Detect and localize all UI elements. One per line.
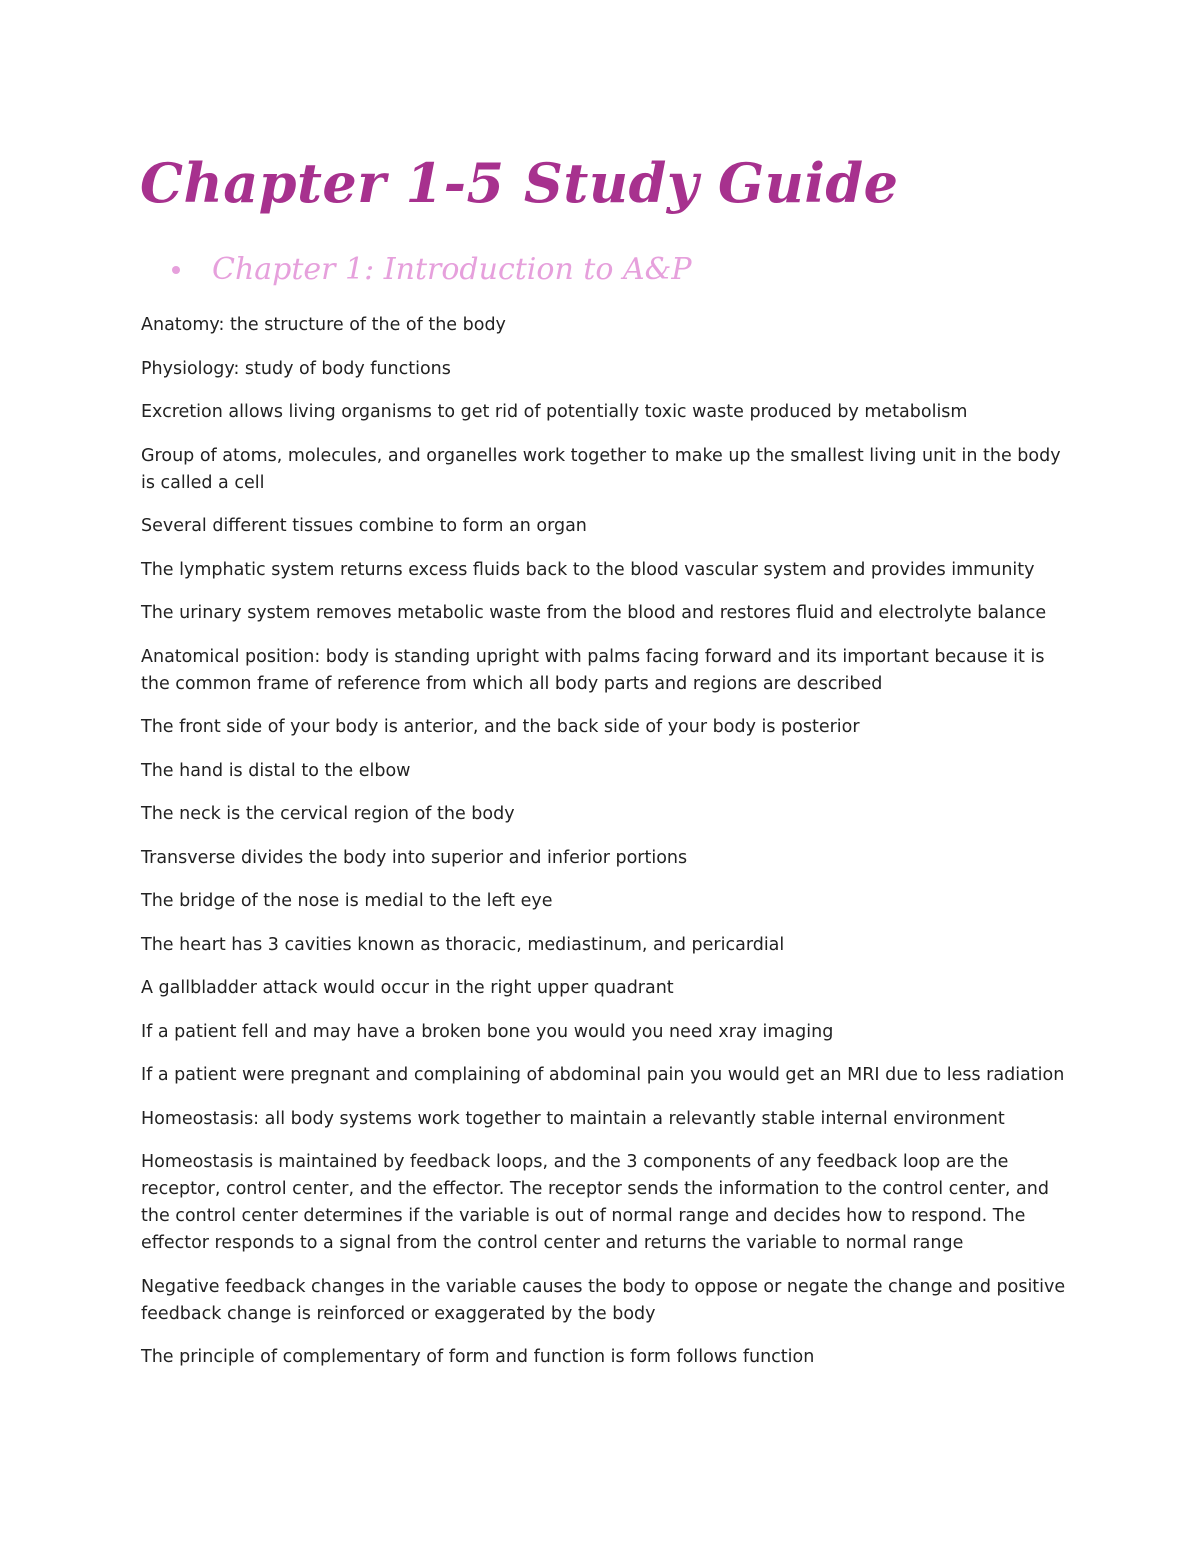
section-heading: Chapter 1: Introduction to A&P [212,252,692,287]
paragraph: Anatomy: the structure of the of the body [141,315,506,335]
paragraph: If a patient fell and may have a broken bone you would you need xray imaging [141,1021,834,1042]
paragraph: The neck is the cervical region of the body [141,804,515,824]
section-list [172,250,692,290]
paragraph: Physiology: study of body functions [141,358,451,379]
paragraph: Excretion allows living organisms to get rid of potentially toxic waste produced by metabolism [141,402,968,422]
paragraph: Several different tissues combine to form an organ [141,516,587,536]
bullet-icon [172,266,180,274]
section-body [141,312,1071,1388]
paragraph: If a patient were pregnant and complaining of abdominal pain you would get an MRI due to less radiation [141,1065,1065,1085]
paragraph: The bridge of the nose is medial to the left eye [141,891,553,911]
paragraph: Anatomical position: body is standing upright with palms facing forward and its important because it is the common frame of reference from which all body parts and regions are described [141,646,1045,694]
paragraph: The front side of your body is anterior, and the back side of your body is posterior [141,717,860,737]
paragraph: Group of atoms, molecules, and organelles work together to make up the smallest living unit in the body is called a cell [141,445,1061,493]
page-title: Chapter 1-5 Study Guide [140,151,899,215]
paragraph: Homeostasis: all body systems work together to maintain a relevantly stable internal environment [141,1108,1005,1129]
paragraph: The heart has 3 cavities known as thoracic, mediastinum, and pericardial [141,934,785,955]
paragraph: The hand is distal to the elbow [141,760,411,781]
paragraph: Transverse divides the body into superior and inferior portions [141,847,688,868]
paragraph: Homeostasis is maintained by feedback loops, and the 3 components of any feedback loop are the receptor, control center, and the effector. The receptor sends the information to the control center, and the control center determines if the variable is out of normal range and decides how to respond. The effector responds to a signal from the control center and returns the variable to normal range [141,1152,1049,1253]
paragraph: The urinary system removes metabolic waste from the blood and restores fluid and electrolyte balance [141,603,1047,623]
paragraph: The principle of complementary of form and function is form follows function [141,1347,815,1367]
section-heading-item [172,250,692,290]
paragraph: Negative feedback changes in the variable causes the body to oppose or negate the change and positive feedback change is reinforced or exaggerated by the body [141,1276,1066,1324]
paragraph: A gallbladder attack would occur in the right upper quadrant [141,978,674,998]
paragraph: The lymphatic system returns excess fluids back to the blood vascular system and provides immunity [141,559,1035,580]
